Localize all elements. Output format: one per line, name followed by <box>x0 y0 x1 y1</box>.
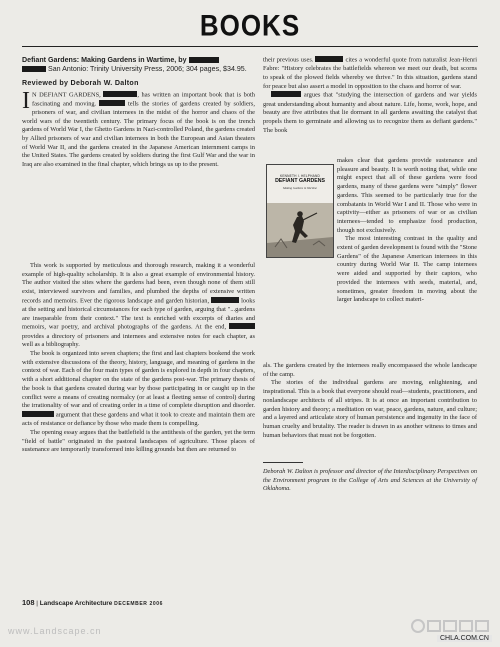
paragraph-text: their previous uses. <box>263 56 314 64</box>
watermark-domain: CHLA.COM.CN <box>437 635 492 642</box>
paragraph-text: N DEFIANT GARDENS, <box>32 91 104 99</box>
bio-divider <box>263 462 303 463</box>
redacted-author-name <box>189 57 219 63</box>
book-title-text: Defiant Gardens: Making Gardens in Wartime, <box>22 56 177 64</box>
redacted-author-name <box>99 100 125 106</box>
paragraph-text: tells the stories of gardens created by soldiers, prisoners of war, and civilian internees in the midst of the horror and chaos of the world wars of the twentieth century. The primary focus of the book is on the trench gardens of World War I, the Ghetto Gardens in Nazi-controlled Poland, the gardens created by Allied prisoners of war and civilian internees in both the European and Asian theaters of World War II, and the gardens created in the Japanese American internment camps in the United States. The gardens created by soldiers during the first Gulf War and the war in Iraq are also examined in the final chapter, which brings us up to the present. <box>22 100 255 169</box>
right-column-top <box>263 56 477 135</box>
redacted-author-name <box>22 411 54 417</box>
cover-title: DEFIANT GARDENS <box>275 178 325 184</box>
page-number: 108 <box>22 598 35 607</box>
left-column <box>22 56 255 170</box>
paragraph <box>22 350 255 429</box>
redacted-author-name <box>229 323 255 329</box>
header-rule <box>22 46 478 47</box>
watermark-url: www.Landscape.cn <box>8 626 102 636</box>
redacted-author-name <box>103 91 137 97</box>
paragraph-text: makes clear that gardens provide sustenance and pleasure and beauty. It is worth noting that, while one might expect that all of these gardens were food gardens, many of these gardens were "simply" flower gardens. This seemed to be particularly true for the combatants in World War I and II. Those who were in captivity—either as prisoners of war or as civilian internees—tended to emphasize food production, though not exclusively. <box>337 157 477 234</box>
cover-title-panel <box>267 165 333 203</box>
paragraph <box>263 379 477 440</box>
cover-subtitle: Making Gardens in Wartime <box>282 186 318 190</box>
paragraph-text: looks at the setting and historical circumstances for each type of garden, arguing that "...gardens are inseparable from their context." The text is enriched with excerpts of diaries and memoirs, war poetry, and archival photographs of the gardens. At the end, <box>22 297 255 331</box>
redacted-author-name <box>271 91 301 97</box>
cover-author: KENNETH I. HELPHAND <box>280 174 320 178</box>
paragraph <box>263 362 477 379</box>
cover-soldier-photo <box>267 203 333 257</box>
paragraph-text: The stories of the individual gardens are moving, enlightening, and inspirational. This is a book that everyone should read—students, practitioners, and nonlandscape architects of all stripes. It is at once an important contribution to garden history and theory; a meditation on war, peace, gardens, nature, and culture; and a layered and articulate story of human persistence and ingenuity in the face of human cruelty and brutality. The reader is drawn in as another witness to times and human behaviors that must not be forgotten. <box>263 379 477 439</box>
paragraph-text: als. The gardens created by the internees really encompassed the whole landscape of the camp. <box>263 362 477 378</box>
section-title: BOOKS <box>199 7 301 43</box>
right-column-beside-cover <box>337 157 477 305</box>
paragraph-text: This work is supported by meticulous and thorough research, making it a wonderful example of high-quality scholarship. It is also a great example of environmental history. The author visited the sites where the gardens had been, even though none of them still exist, interviewed survivors and families, and plumbed the depths of extensive written records and memoirs. Ever the rigorous landscape and garden historian, <box>22 262 255 305</box>
book-title <box>22 56 255 65</box>
paragraph-text: cites a wonderful quote from naturalist Jean-Henri Fabre: "History celebrates the battlefields whereon we meet our death, but scorns to speak of the plowed fields whereby we thrive." In this situation, gardens stand for peace but also assert a model in opposition to the chaos and horror of war. <box>263 56 477 90</box>
paragraph <box>263 56 477 91</box>
redacted-author-name <box>22 66 46 72</box>
paragraph-text: The most interesting contrast in the quality and extent of garden development is found with the "Stone Gardens" of the Japanese American internees in this country during World War II. The camp internees were aided and supported by their captors, who provided the internees with seeds, material, and, sometimes, greater freedom in moving about the larger landscape to collect materi- <box>337 235 477 304</box>
paragraph <box>22 429 255 455</box>
book-publication-info <box>22 65 255 74</box>
paragraph-text: provides a directory of prisoners and internees and extensive notes for each chapter, as well as a bibliography. <box>22 332 255 349</box>
redacted-author-name <box>211 297 239 303</box>
paragraph <box>22 87 256 170</box>
page-footer <box>22 598 163 607</box>
book-publication-text: San Antonio: Trinity University Press, 2006; 304 pages, $34.95. <box>47 65 247 74</box>
paragraph-text: argument that these gardens and what it took to create and maintain them are acts of resistance or defiance by those who made them is compelling. <box>22 411 255 428</box>
paragraph-text: , has written an important book that is both fascinating and moving. <box>32 91 256 108</box>
reviewer-bio: Deborah W. Dalton is professor and director of the Interdisciplinary Perspectives on the Environment program in the College of Arts and Sciences at the University of Oklahoma. <box>263 468 477 493</box>
paragraph <box>263 91 477 135</box>
magazine-name: Landscape Architecture <box>39 600 113 607</box>
issue-date: DECEMBER 2006 <box>114 601 164 607</box>
left-column-lower <box>22 262 255 455</box>
right-column-bottom <box>263 362 477 440</box>
redacted-author-name <box>315 56 343 62</box>
footer-separator: | <box>36 600 38 607</box>
paragraph <box>337 235 477 305</box>
drop-cap: I <box>22 87 30 114</box>
paragraph-text: argues that "studying the intersection of gardens and war yields great understanding about humanity and about nature. Life, home, work, hope, and beauty are five attributes that lie dormant in all gardens awaiting the catalyst that propels them to germinate and allowing us to recognize them as defiant gardens." The book <box>263 91 477 134</box>
book-title-by: by <box>178 56 187 64</box>
paragraph-text: The opening essay argues that the battlefield is the antithesis of the garden, yet the term "field of battle" originated in the pastoral landscapes of agriculture. Those places of sustenance are temporarily transformed into killing grounds but then are returned to <box>22 428 255 454</box>
book-cover-image <box>266 164 334 258</box>
paragraph <box>337 157 477 235</box>
watermark-logo <box>408 616 494 642</box>
paragraph <box>22 262 255 350</box>
paragraph-text: The book is organized into seven chapters; the first and last chapters bookend the work with extensive discussions of the theory, history, language, and meaning of gardens in the context of war. Each of the four main types of garden is explored in depth in four chapters, with a short additional chapter on the state of the gardens post-war. The primary thesis of the book is that gardens created during war by those participating in or caught up in the conflict were a means of creating normalcy (or at least a fleeting sense of control) during the irrationality of war and of creating order in a time of complete disruption and disorder. <box>22 350 255 410</box>
reviewer-byline: Reviewed by Deborah W. Dalton <box>22 78 139 87</box>
